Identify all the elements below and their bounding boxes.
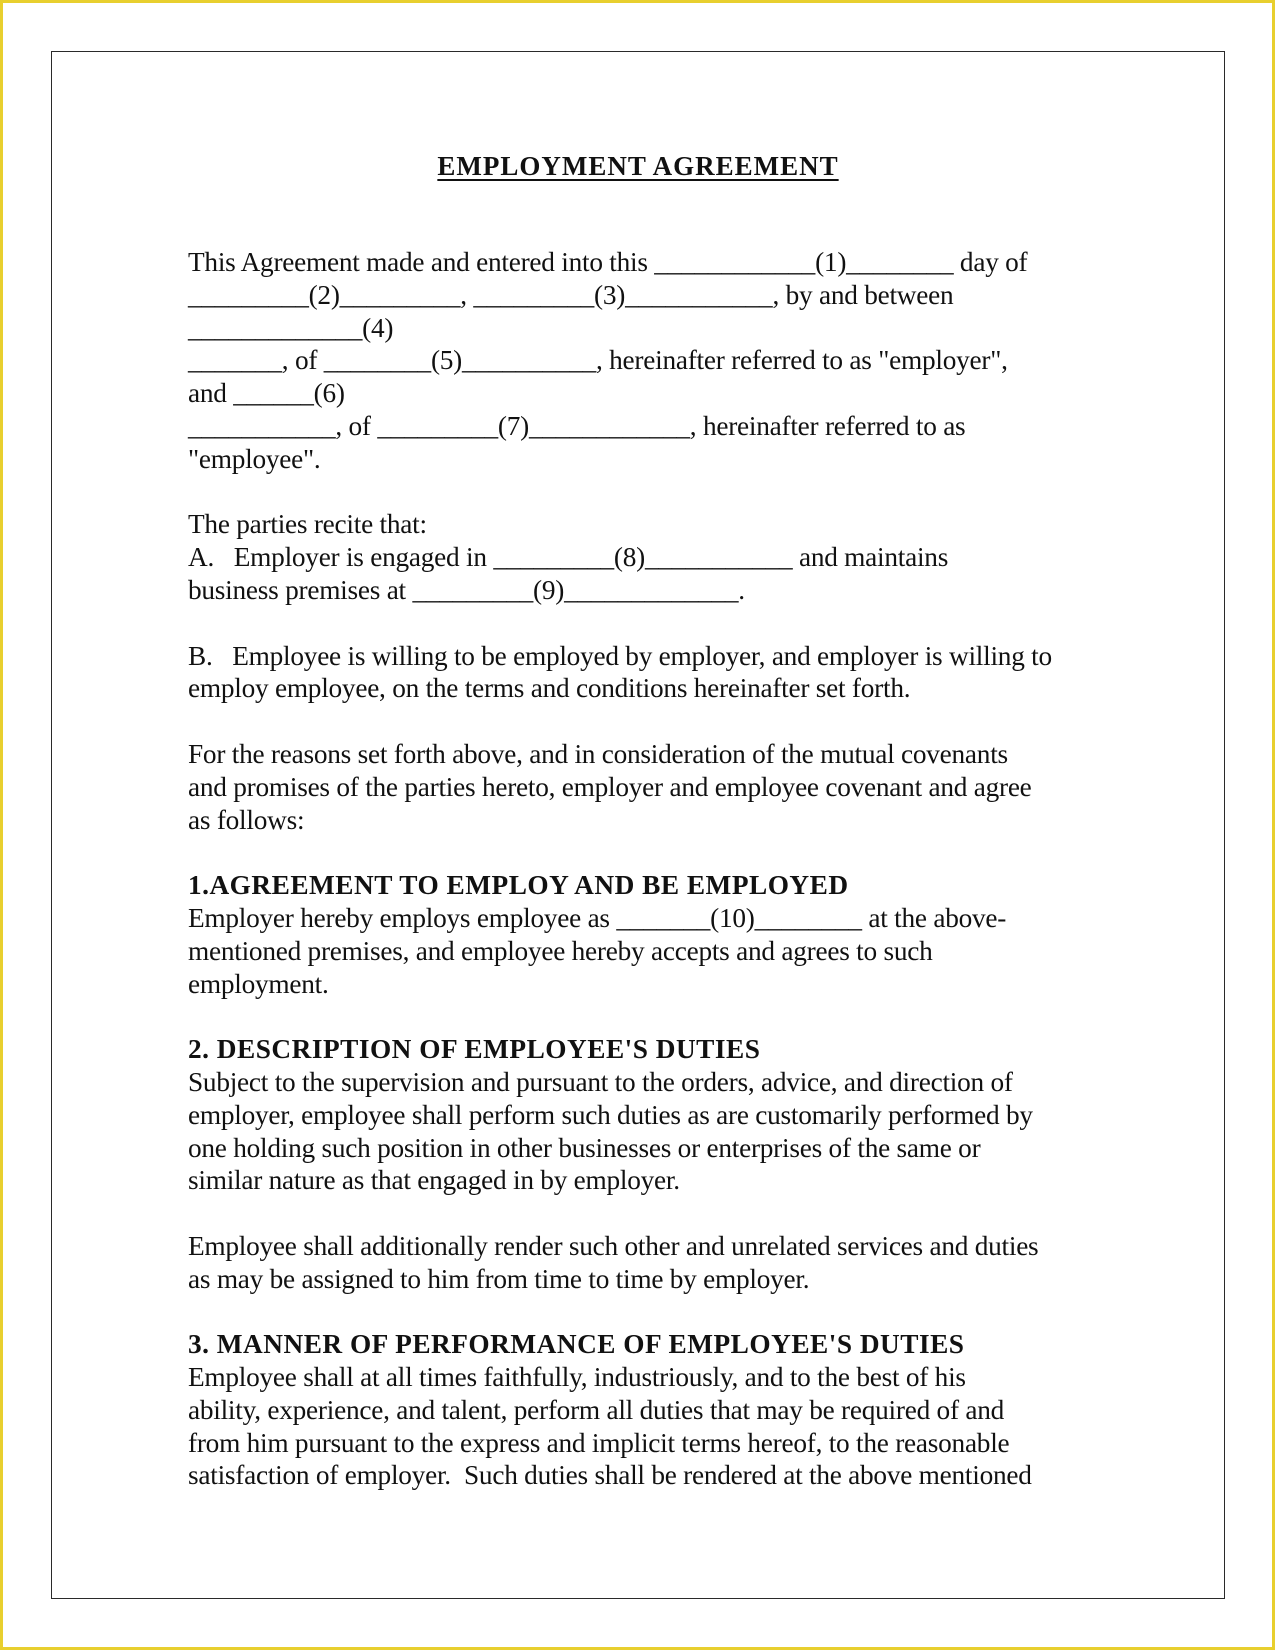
section-line: Subject to the supervision and pursuant to the orders, advice, and direction of <box>188 1066 1013 1097</box>
recital-a-line: A. Employer is engaged in _________(8)___________ and maintains <box>188 542 949 573</box>
section-line: mentioned premises, and employee hereby accepts and agrees to such <box>188 935 933 966</box>
paragraph-gap <box>188 607 1118 640</box>
section-line: similar nature as that engaged in by employer. <box>188 1165 680 1196</box>
paragraph-gap <box>188 836 1118 869</box>
section-line: employment. <box>188 968 329 999</box>
section-heading: 2. DESCRIPTION OF EMPLOYEE'S DUTIES <box>188 1034 761 1065</box>
paragraph-gap <box>188 1296 1118 1329</box>
preamble-line: _______, of ________(5)__________, hereinafter referred to as "employer", <box>188 345 1008 376</box>
section-line: ability, experience, and talent, perform all duties that may be required of and <box>188 1394 1005 1425</box>
paragraph-gap <box>188 476 1118 509</box>
paragraph-gap <box>188 1197 1118 1230</box>
section-line: Employee shall at all times faithfully, industriously, and to the best of his <box>188 1362 966 1393</box>
section-1 <box>188 869 1118 1000</box>
recitals <box>188 508 1118 705</box>
section-line: employer, employee shall perform such duties as are customarily performed by <box>188 1099 1033 1130</box>
preamble <box>188 246 1118 476</box>
preamble-line: This Agreement made and entered into this ____________(1)________ day of <box>188 247 1028 277</box>
paragraph-gap <box>188 1000 1118 1033</box>
recital-a-line: business premises at _________(9)_____________. <box>188 574 745 605</box>
recital-b-line: employ employee, on the terms and conditions hereinafter set forth. <box>188 673 911 704</box>
recital-b-line: B. Employee is willing to be employed by employer, and employer is willing to <box>188 640 1052 671</box>
document-body <box>188 246 1118 1492</box>
section-line: Employer hereby employs employee as _______(10)________ at the above- <box>188 902 1007 933</box>
recitals-intro: The parties recite that: <box>188 509 427 540</box>
preamble-line: _________(2)_________, _________(3)___________, by and between <box>188 279 954 310</box>
document-page <box>51 51 1225 1599</box>
preamble-line: ___________, of _________(7)____________, hereinafter referred to as <box>188 410 966 441</box>
preamble-line: and ______(6) <box>188 378 345 409</box>
section-line: Employee shall additionally render such other and unrelated services and duties <box>188 1230 1039 1261</box>
section-line: from him pursuant to the express and implicit terms hereof, to the reasonable <box>188 1427 1010 1458</box>
consideration-paragraph <box>188 738 1118 836</box>
consideration-line: and promises of the parties hereto, employer and employee covenant and agree <box>188 771 1032 802</box>
section-line: one holding such position in other businesses or enterprises of the same or <box>188 1132 981 1163</box>
section-3 <box>188 1328 1118 1492</box>
section-line: as may be assigned to him from time to time by employer. <box>188 1263 810 1294</box>
section-heading: 1.AGREEMENT TO EMPLOY AND BE EMPLOYED <box>188 870 849 901</box>
document-title: EMPLOYMENT AGREEMENT <box>437 151 839 181</box>
consideration-line: For the reasons set forth above, and in consideration of the mutual covenants <box>188 738 1008 769</box>
section-heading: 3. MANNER OF PERFORMANCE OF EMPLOYEE'S DUTIES <box>188 1329 965 1360</box>
preamble-line: _____________(4) <box>188 312 394 343</box>
paragraph-gap <box>188 705 1118 738</box>
section-2 <box>188 1033 1118 1295</box>
consideration-line: as follows: <box>188 804 305 835</box>
preamble-line: "employee". <box>188 443 321 474</box>
section-line: satisfaction of employer. Such duties shall be rendered at the above mentioned <box>188 1460 1032 1491</box>
